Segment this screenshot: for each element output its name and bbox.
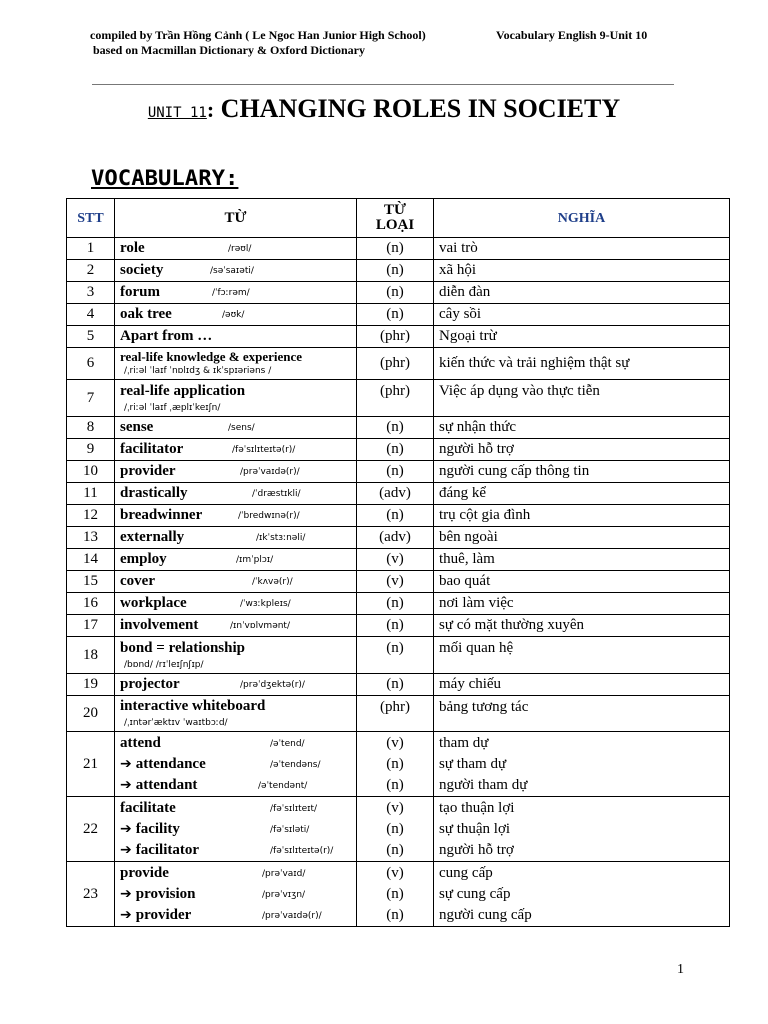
- header-meaning: NGHĨA: [434, 199, 730, 238]
- pos-line: (v): [386, 799, 404, 816]
- pos-line: (v): [386, 864, 404, 881]
- word-line: [120, 615, 356, 636]
- pronunciation-text: /prəˈvɪʒn/: [262, 889, 306, 900]
- word-line: [120, 638, 356, 659]
- meaning-cell: người hỗ trợ: [434, 439, 730, 461]
- meaning-cell: bao quát: [434, 571, 730, 593]
- meaning-cell: kiến thức và trải nghiệm thật sự: [434, 348, 730, 380]
- word-text: role: [120, 240, 145, 256]
- table-row: [67, 238, 730, 260]
- part-of-speech: (n): [357, 439, 434, 461]
- pronunciation-text: /bɒnd/ /rɪˈleɪʃnʃɪp/: [124, 659, 204, 670]
- meaning-line: người tham dự: [439, 776, 528, 793]
- table-row: [67, 304, 730, 326]
- meaning-cell: [434, 797, 730, 862]
- word-line: [120, 798, 356, 819]
- row-number: 20: [67, 696, 115, 732]
- meaning-cell: Việc áp dụng vào thực tiễn: [434, 380, 730, 417]
- part-of-speech: (n): [357, 461, 434, 483]
- pos-line: (n): [386, 841, 404, 858]
- part-of-speech: (phr): [357, 326, 434, 348]
- pos-line: (n): [386, 820, 404, 837]
- pos-line: (n): [386, 776, 404, 793]
- part-of-speech: (n): [357, 238, 434, 260]
- table-row: [67, 549, 730, 571]
- pronunciation-text: /ˈkʌvə(r)/: [252, 577, 293, 587]
- meaning-cell: [434, 732, 730, 797]
- section-heading: VOCABULARY:: [91, 166, 239, 190]
- meaning-cell: thuê, làm: [434, 549, 730, 571]
- word-text: real-life knowledge & experience: [120, 349, 303, 364]
- word-cell: [115, 527, 357, 549]
- word-line: [120, 754, 356, 775]
- word-line: [120, 696, 356, 717]
- meaning-cell: bên ngoài: [434, 527, 730, 549]
- table-row: [67, 615, 730, 637]
- arrow-icon: ➔: [120, 885, 132, 902]
- row-number: 23: [67, 862, 115, 927]
- arrow-icon: ➔: [120, 841, 132, 858]
- word-line: [120, 571, 356, 592]
- meaning-cell: xã hội: [434, 260, 730, 282]
- word-line: [120, 381, 356, 402]
- meaning-cell: vai trò: [434, 238, 730, 260]
- word-text: workplace: [120, 595, 187, 611]
- part-of-speech: (v): [357, 571, 434, 593]
- pronunciation-text: /fəˈsɪlɪteɪtə(r)/: [232, 445, 296, 455]
- word-text: attend: [120, 734, 161, 751]
- page-number: 1: [677, 962, 684, 977]
- table-header-row: [67, 199, 730, 238]
- pronunciation-line: [120, 659, 356, 673]
- word-cell: [115, 732, 357, 797]
- pronunciation-text: /ˈbredwɪnə(r)/: [238, 511, 300, 521]
- word-text: involvement: [120, 617, 199, 633]
- word-cell: [115, 380, 357, 417]
- table-row: [67, 260, 730, 282]
- table-row: [67, 696, 730, 732]
- table-row: [67, 593, 730, 615]
- word-cell: [115, 615, 357, 637]
- word-line: [120, 863, 356, 884]
- word-cell: [115, 637, 357, 674]
- table-row: [67, 326, 730, 348]
- pronunciation-text: /sens/: [228, 423, 255, 433]
- pronunciation-text: /əˈtendəns/: [270, 759, 321, 770]
- pronunciation-text: /rəʊl/: [228, 244, 252, 254]
- header-part-of-speech: [357, 199, 434, 238]
- word-text: Apart from …: [120, 328, 213, 344]
- table-row: [67, 571, 730, 593]
- word-line: [120, 549, 356, 570]
- part-of-speech: (v): [357, 549, 434, 571]
- pronunciation-text: /prəˈvaɪdə(r)/: [262, 910, 322, 921]
- word-cell: [115, 505, 357, 527]
- pronunciation-text: /fəˈsɪləti/: [270, 824, 310, 835]
- word-text: real-life application: [120, 382, 246, 399]
- header-based-on: based on Macmillan Dictionary & Oxford Dictionary: [93, 43, 365, 57]
- word-text: provider: [135, 906, 192, 923]
- meaning-cell: trụ cột gia đình: [434, 505, 730, 527]
- pronunciation-text: /əˈtend/: [270, 738, 305, 749]
- word-text: facility: [135, 820, 180, 837]
- row-number: 19: [67, 674, 115, 696]
- row-number: 18: [67, 637, 115, 674]
- word-line: [120, 304, 356, 325]
- word-text: externally: [120, 529, 185, 545]
- word-line: [120, 348, 356, 365]
- meaning-line: cung cấp: [439, 864, 493, 881]
- row-number: 4: [67, 304, 115, 326]
- page-title: [0, 94, 768, 124]
- meaning-cell: cây sồi: [434, 304, 730, 326]
- table-row: [67, 483, 730, 505]
- pronunciation-text: /ˈdræstɪkli/: [252, 489, 301, 499]
- arrow-icon: ➔: [120, 776, 132, 793]
- word-line: [120, 326, 356, 347]
- table-row: [67, 505, 730, 527]
- word-line: [120, 260, 356, 281]
- word-line: [120, 439, 356, 460]
- meaning-cell: Ngoại trừ: [434, 326, 730, 348]
- unit-title: CHANGING ROLES IN SOCIETY: [214, 94, 621, 123]
- word-text: cover: [120, 573, 155, 589]
- meaning-cell: sự có mặt thường xuyên: [434, 615, 730, 637]
- word-text: forum: [120, 284, 160, 300]
- row-number: 12: [67, 505, 115, 527]
- word-cell: [115, 417, 357, 439]
- part-of-speech: (phr): [357, 380, 434, 417]
- row-number: 3: [67, 282, 115, 304]
- word-line: [120, 840, 356, 861]
- part-of-speech: (phr): [357, 696, 434, 732]
- row-number: 9: [67, 439, 115, 461]
- table-row: [67, 439, 730, 461]
- header-unit-label: Vocabulary English 9-Unit 10: [496, 28, 648, 42]
- meaning-line: sự cung cấp: [439, 885, 511, 902]
- title-colon: :: [206, 97, 215, 122]
- pos-line: (v): [386, 734, 404, 751]
- pronunciation-text: /prəˈvaɪd/: [262, 868, 306, 879]
- row-number: 16: [67, 593, 115, 615]
- table-row: [67, 527, 730, 549]
- row-number: 14: [67, 549, 115, 571]
- meaning-line: sự thuận lợi: [439, 820, 511, 837]
- word-text: bond = relationship: [120, 639, 245, 656]
- part-of-speech: (adv): [357, 483, 434, 505]
- part-of-speech: (n): [357, 260, 434, 282]
- word-cell: [115, 797, 357, 862]
- table-row: [67, 461, 730, 483]
- pronunciation-text: /ˌriːəl ˈlaɪf ˈnɒlɪdʒ & ɪkˈspɪəriəns /: [124, 366, 272, 376]
- word-cell: [115, 461, 357, 483]
- pronunciation-text: /əʊk/: [222, 310, 245, 320]
- meaning-cell: người cung cấp thông tin: [434, 461, 730, 483]
- word-line: [120, 674, 356, 695]
- part-of-speech: (adv): [357, 527, 434, 549]
- part-of-speech: (n): [357, 593, 434, 615]
- pronunciation-text: /prəˈvaɪdə(r)/: [240, 467, 300, 477]
- row-number: 17: [67, 615, 115, 637]
- word-cell: [115, 238, 357, 260]
- word-text: projector: [120, 676, 180, 692]
- header-pos-line2: LOẠI: [375, 217, 415, 233]
- header-divider: [92, 84, 674, 85]
- part-of-speech: (n): [357, 304, 434, 326]
- table-row: [67, 380, 730, 417]
- table-row: [67, 348, 730, 380]
- pronunciation-text: /fəˈsɪlɪteɪtə(r)/: [270, 845, 334, 856]
- word-cell: [115, 483, 357, 505]
- row-number: 22: [67, 797, 115, 862]
- part-of-speech: (n): [357, 637, 434, 674]
- word-cell: [115, 348, 357, 380]
- part-of-speech: [357, 797, 434, 862]
- word-text: provision: [135, 885, 196, 902]
- meaning-line: người cung cấp: [439, 906, 532, 923]
- table-row: [67, 674, 730, 696]
- header-compiled: compiled by Trần Hồng Cảnh ( Le Ngoc Han Junior High School): [90, 28, 426, 42]
- arrow-icon: ➔: [120, 755, 132, 772]
- arrow-icon: ➔: [120, 820, 132, 837]
- word-text: sense: [120, 419, 154, 435]
- row-number: 6: [67, 348, 115, 380]
- word-text: facilitator: [120, 441, 184, 457]
- pronunciation-text: /prəˈdʒektə(r)/: [240, 680, 305, 690]
- pronunciation-line: [120, 717, 356, 731]
- vocabulary-table: [66, 198, 730, 927]
- part-of-speech: (n): [357, 417, 434, 439]
- part-of-speech: (n): [357, 505, 434, 527]
- word-line: [120, 461, 356, 482]
- word-line: [120, 733, 356, 754]
- word-text: facilitator: [135, 841, 200, 858]
- pronunciation-text: /ɪnˈvɒlvmənt/: [230, 621, 290, 631]
- meaning-cell: mối quan hệ: [434, 637, 730, 674]
- table-row-group: [67, 797, 730, 862]
- word-line: [120, 775, 356, 796]
- row-number: 11: [67, 483, 115, 505]
- word-text: drastically: [120, 485, 188, 501]
- pos-line: (n): [386, 885, 404, 902]
- word-cell: [115, 282, 357, 304]
- pronunciation-line: [120, 365, 356, 379]
- meaning-cell: nơi làm việc: [434, 593, 730, 615]
- word-text: breadwinner: [120, 507, 203, 523]
- meaning-line: sự tham dự: [439, 755, 507, 772]
- pronunciation-text: /ɪmˈplɔɪ/: [236, 555, 274, 565]
- word-text: society: [120, 262, 164, 278]
- pos-line: (n): [386, 906, 404, 923]
- pronunciation-text: /səˈsaɪəti/: [210, 266, 254, 276]
- word-text: oak tree: [120, 306, 172, 322]
- word-cell: [115, 862, 357, 927]
- pronunciation-text: /əˈtendənt/: [258, 780, 308, 791]
- pronunciation-text: /ˌriːəl ˈlaɪf ˌæplɪˈkeɪʃn/: [124, 402, 221, 413]
- word-line: [120, 505, 356, 526]
- word-text: interactive whiteboard: [120, 698, 266, 714]
- pronunciation-text: /ˌɪntərˈæktɪv ˈwaɪtbɔːd/: [124, 718, 228, 728]
- word-cell: [115, 260, 357, 282]
- word-text: facilitate: [120, 799, 176, 816]
- pronunciation-text: /ɪkˈstɜːnəli/: [256, 533, 306, 543]
- word-line: [120, 282, 356, 303]
- row-number: 5: [67, 326, 115, 348]
- header-word: TỪ: [115, 199, 357, 238]
- table-row: [67, 417, 730, 439]
- word-line: [120, 238, 356, 259]
- meaning-cell: đáng kể: [434, 483, 730, 505]
- row-number: 2: [67, 260, 115, 282]
- row-number: 10: [67, 461, 115, 483]
- row-number: 21: [67, 732, 115, 797]
- part-of-speech: (n): [357, 282, 434, 304]
- word-line: [120, 593, 356, 614]
- part-of-speech: [357, 862, 434, 927]
- pronunciation-line: [120, 402, 356, 416]
- word-text: attendance: [135, 755, 206, 772]
- word-cell: [115, 326, 357, 348]
- table-row: [67, 282, 730, 304]
- pronunciation-text: /ˈwɜːkpleɪs/: [240, 599, 291, 609]
- word-cell: [115, 674, 357, 696]
- word-cell: [115, 696, 357, 732]
- word-cell: [115, 439, 357, 461]
- row-number: 7: [67, 380, 115, 417]
- word-line: [120, 417, 356, 438]
- word-cell: [115, 571, 357, 593]
- word-cell: [115, 304, 357, 326]
- word-line: [120, 527, 356, 548]
- part-of-speech: (n): [357, 615, 434, 637]
- table-row-group: [67, 732, 730, 797]
- pronunciation-text: /fəˈsɪlɪteɪt/: [270, 803, 318, 814]
- row-number: 8: [67, 417, 115, 439]
- pronunciation-text: /ˈfɔːrəm/: [212, 288, 250, 298]
- part-of-speech: [357, 732, 434, 797]
- word-line: [120, 884, 356, 905]
- row-number: 15: [67, 571, 115, 593]
- row-number: 13: [67, 527, 115, 549]
- arrow-icon: ➔: [120, 906, 132, 923]
- word-line: [120, 483, 356, 504]
- meaning-line: tham dự: [439, 734, 489, 751]
- header-stt: STT: [67, 199, 115, 238]
- meaning-line: tạo thuận lợi: [439, 799, 515, 816]
- table-row-group: [67, 862, 730, 927]
- unit-number: UNIT 11: [147, 105, 207, 121]
- word-text: employ: [120, 551, 167, 567]
- header-pos-line1: TỪ: [384, 202, 406, 218]
- part-of-speech: (n): [357, 674, 434, 696]
- meaning-cell: bảng tương tác: [434, 696, 730, 732]
- word-text: provider: [120, 463, 176, 479]
- word-line: [120, 905, 356, 926]
- meaning-line: người hỗ trợ: [439, 841, 514, 858]
- meaning-cell: diễn đàn: [434, 282, 730, 304]
- part-of-speech: (phr): [357, 348, 434, 380]
- word-text: provide: [120, 864, 169, 881]
- meaning-cell: máy chiếu: [434, 674, 730, 696]
- table-row: [67, 637, 730, 674]
- meaning-cell: sự nhận thức: [434, 417, 730, 439]
- row-number: 1: [67, 238, 115, 260]
- word-cell: [115, 593, 357, 615]
- pos-line: (n): [386, 755, 404, 772]
- word-text: attendant: [135, 776, 198, 793]
- word-line: [120, 819, 356, 840]
- word-cell: [115, 549, 357, 571]
- meaning-cell: [434, 862, 730, 927]
